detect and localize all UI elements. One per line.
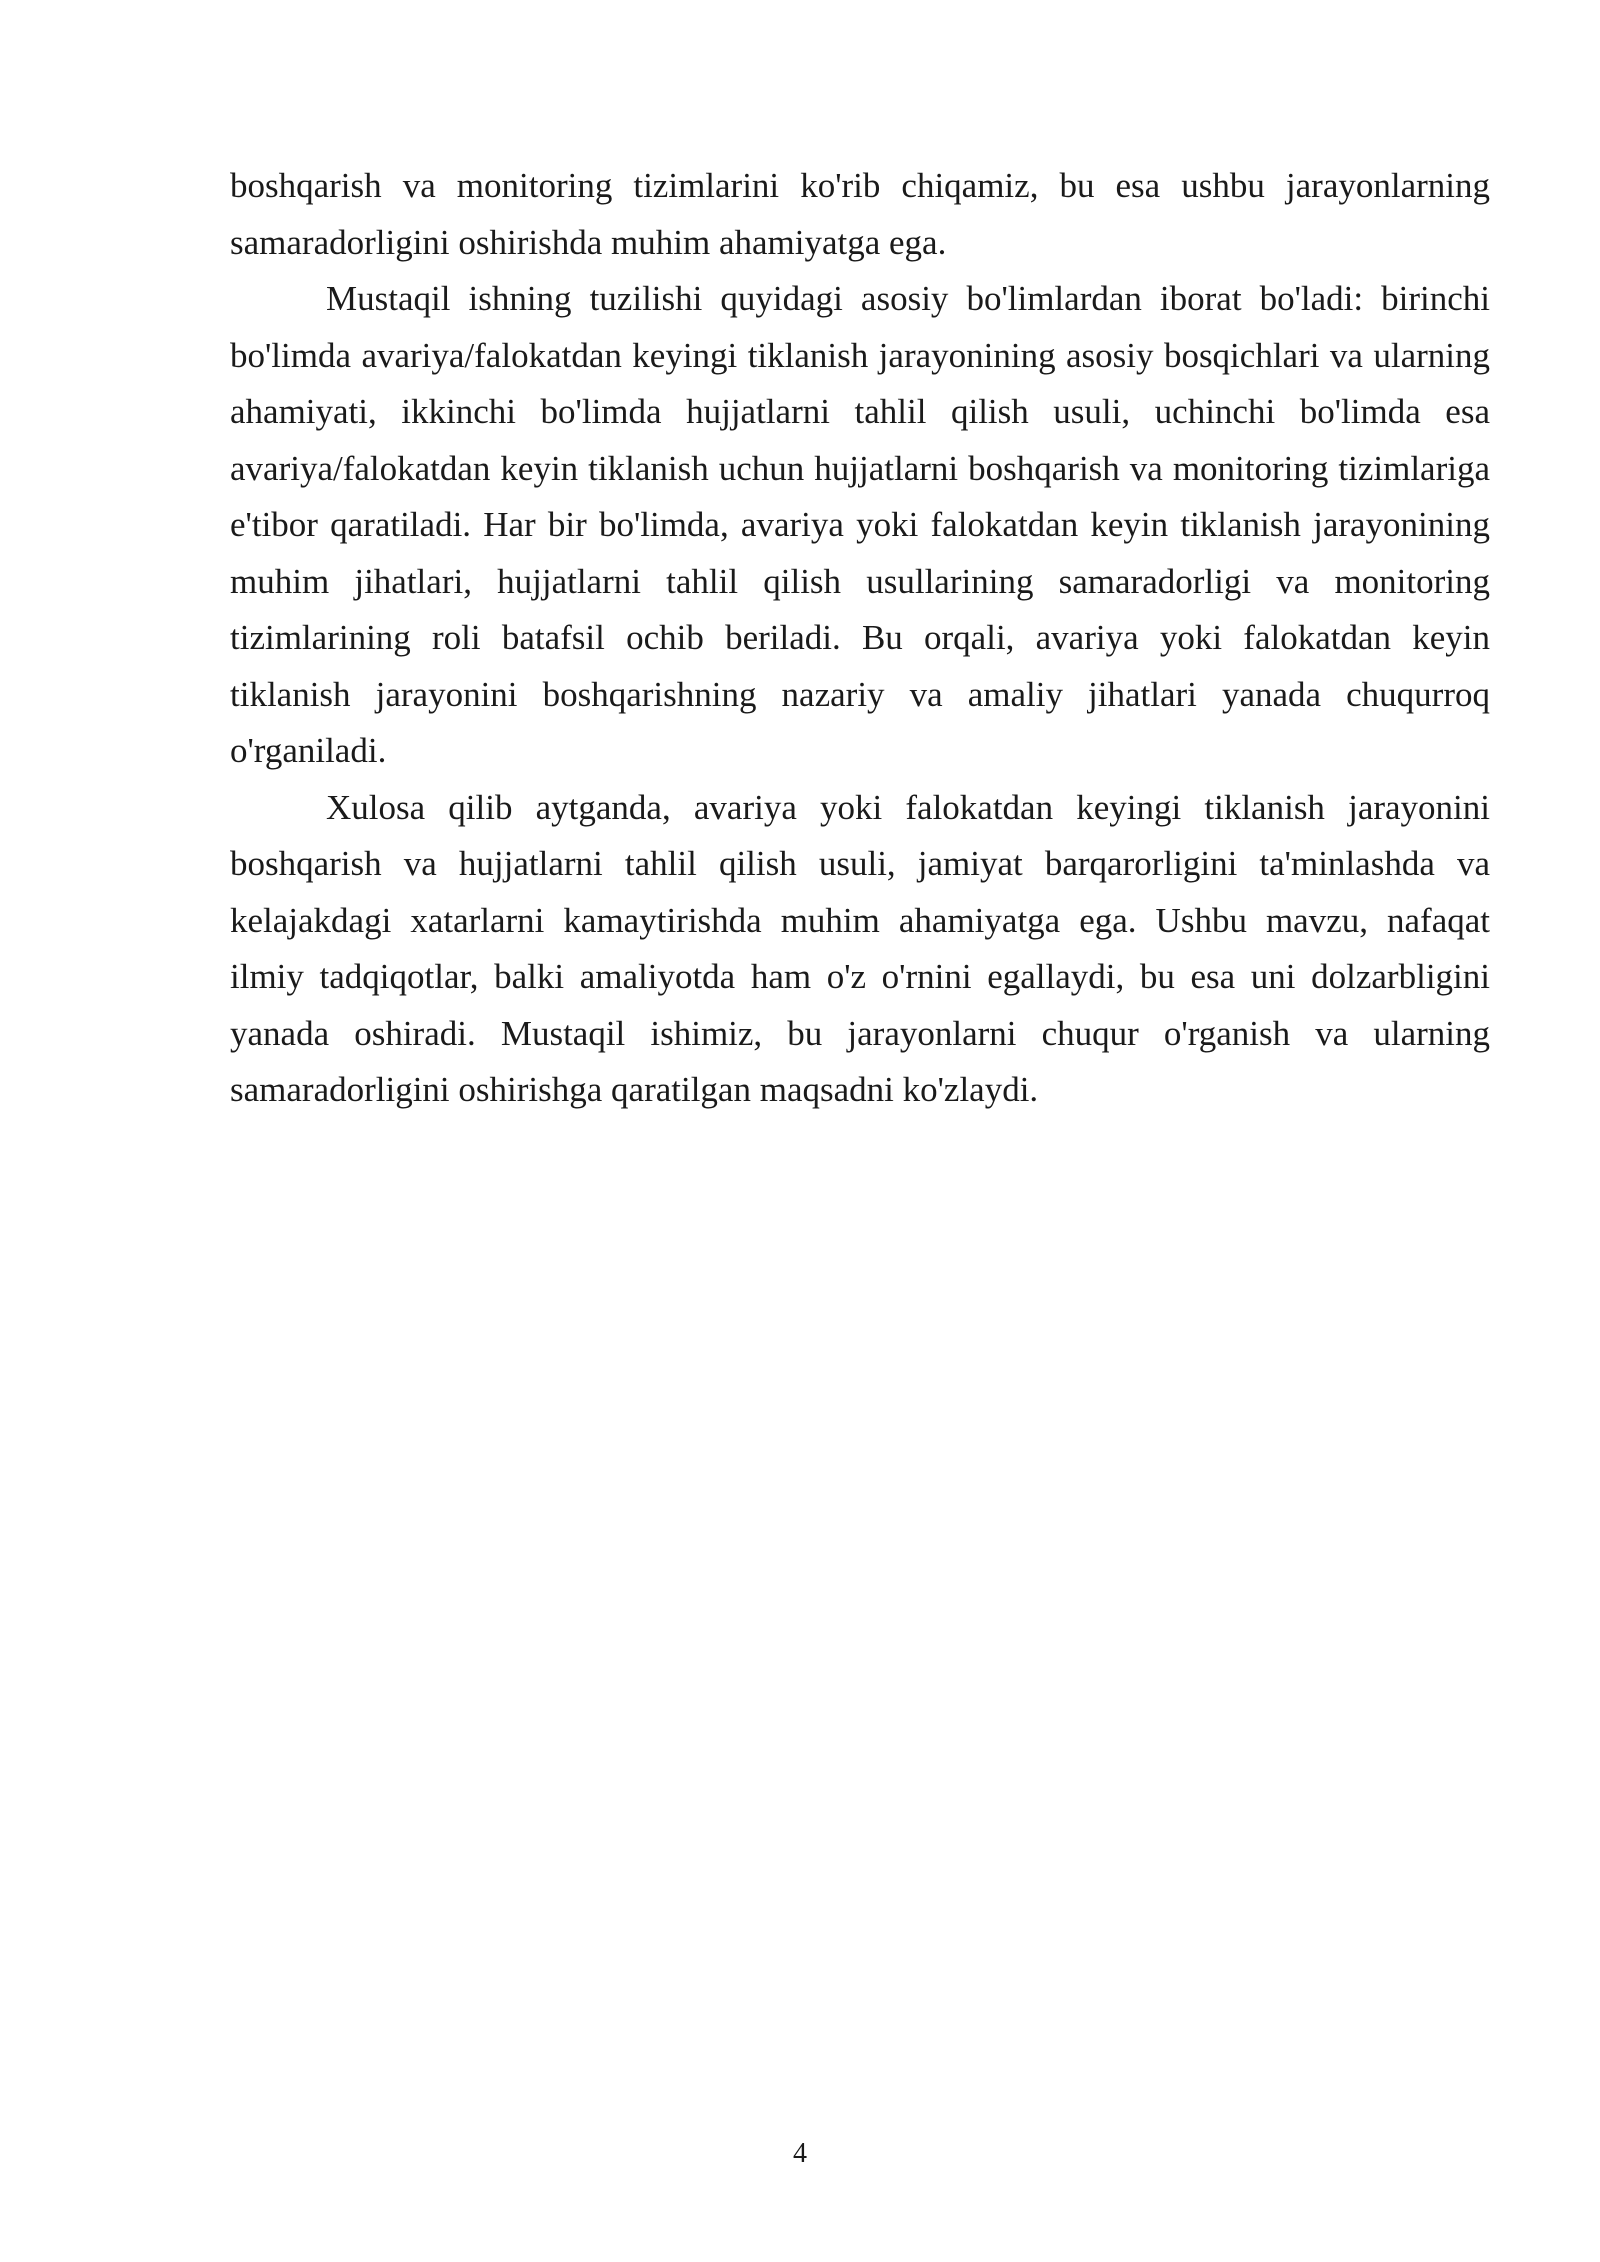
paragraph-conclusion: Xulosa qilib aytganda, avariya yoki falokatdan keyingi tiklanish jarayonini boshqarish va hujjatlarni tahlil qilish usuli, jamiyat barqarorligini ta'minlashda va kelajakdagi xatarlarni kamaytirishda muhim ahamiyatga ega. Ushbu mavzu, nafaqat ilmiy tadqiqotlar, balki amaliyotda ham o'z o'rnini egallaydi, bu esa uni dolzarbligini yanada oshiradi. Mustaqil ishimiz, bu jarayonlarni chuqur o'rganish va ularning samaradorligini oshirishga qaratilgan maqsadni ko'zlaydi. [230, 787, 1490, 1109]
paragraph-continuation: boshqarish va monitoring tizimlarini ko'rib chiqamiz, bu esa ushbu jarayonlarning samaradorligini oshirishda muhim ahamiyatga ega. [230, 166, 1490, 262]
page-number: 4 [793, 2138, 807, 2169]
body-text [230, 158, 1490, 1119]
paragraph-structure: Mustaqil ishning tuzilishi quyidagi asosiy bo'limlardan iborat bo'ladi: birinchi bo'limda avariya/falokatdan keyingi tiklanish jarayonining asosiy bosqichlari va ularning ahamiyati, ikkinchi bo'limda hujjatlarni tahlil qilish usuli, uchinchi bo'limda esa avariya/falokatdan keyin tiklanish uchun hujjatlarni boshqarish va monitoring tizimlariga e'tibor qaratiladi. Har bir bo'limda, avariya yoki falokatdan keyin tiklanish jarayonining muhim jihatlari, hujjatlarni tahlil qilish usullarining samaradorligi va monitoring tizimlarining roli batafsil ochib beriladi. Bu orqali, avariya yoki falokatdan keyin tiklanish jarayonini boshqarishning nazariy va amaliy jihatlari yanada chuqurroq o'rganiladi. [230, 279, 1490, 770]
